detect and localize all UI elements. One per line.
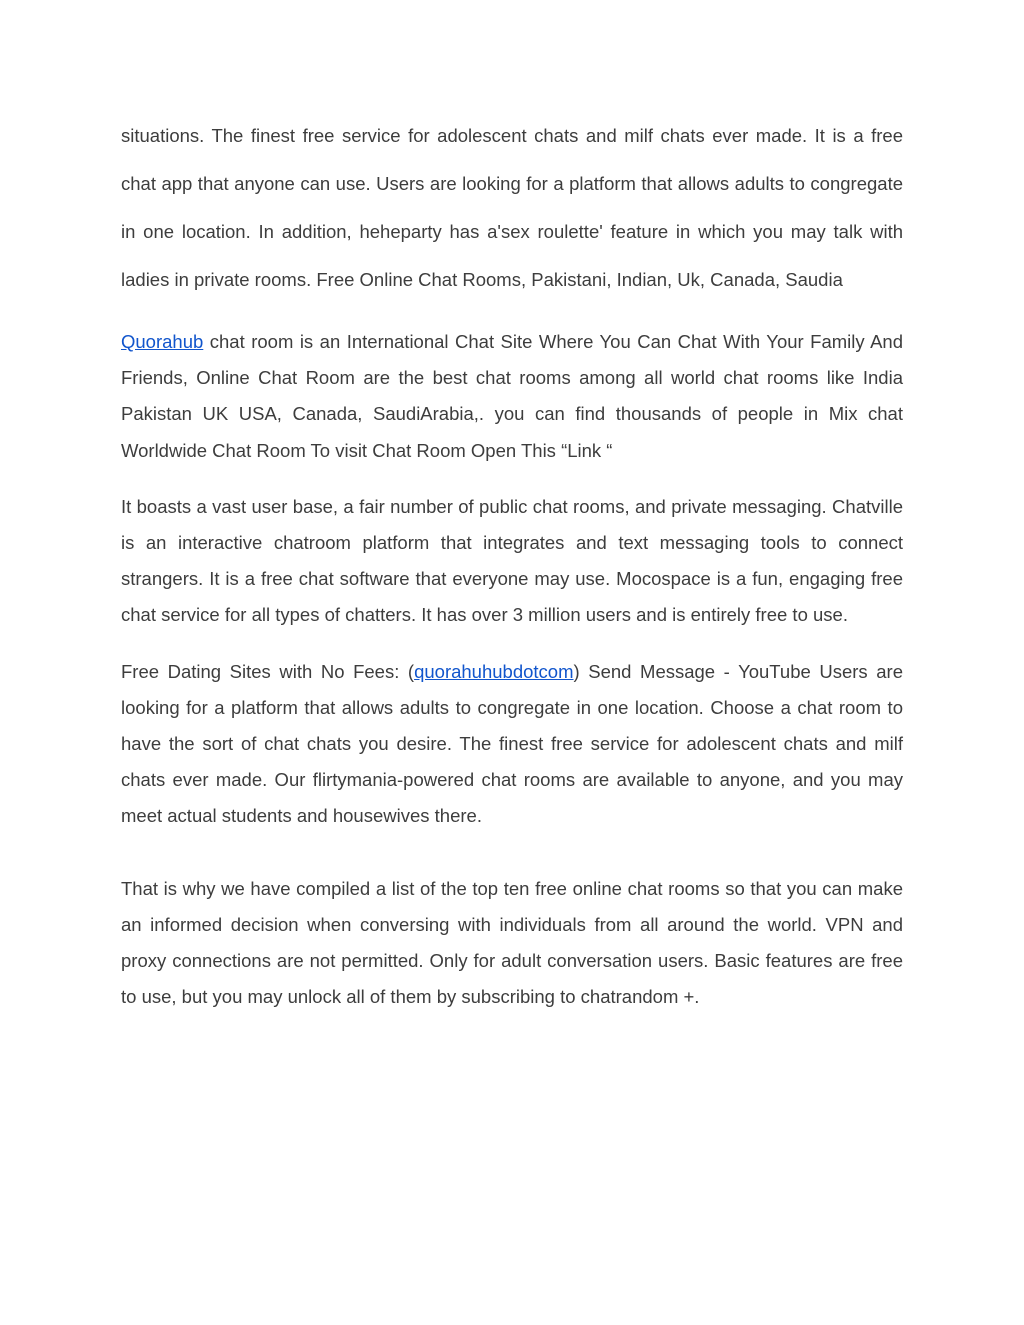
paragraph-text-before: Free Dating Sites with No Fees: ( bbox=[121, 660, 415, 682]
paragraph-quorahub bbox=[121, 324, 903, 469]
quorahuhubdotcom-link[interactable]: quorahuhubdotcom bbox=[414, 660, 574, 682]
paragraph-text: It boasts a vast user base, a fair number of public chat rooms, and private messaging. Chatville is an interactive chatroom platform that integrates and text messaging tools to connect strangers. It is a free chat software that everyone may use. Mocospace is a fun, engaging free chat service for all types of chatters. It has over 3 million users and is entirely free to use. bbox=[121, 495, 903, 626]
paragraph-text: situations. The finest free service for adolescent chats and milf chats ever made. It is a free chat app that anyone can use. Users are looking for a platform that allows adults to congregate in one location. In addition, heheparty has a'sex roulette' feature in which you may talk with ladies in private rooms. Free Online Chat Rooms, Pakistani, Indian, Uk, Canada, Saudia bbox=[121, 125, 903, 290]
paragraph-user-base bbox=[121, 489, 903, 634]
paragraph-top-ten bbox=[121, 871, 903, 1016]
paragraph-text-after: ) Send Message - YouTube Users are looking for a platform that allows adults to congregate in one location. Choose a chat room to have the sort of chat chats you desire. The finest free service for adolescent chats and milf chats ever made. Our flirtymania-powered chat rooms are available to anyone, and you may meet actual students and housewives there. bbox=[121, 660, 903, 827]
document-body bbox=[121, 112, 903, 1015]
paragraph-text: That is why we have compiled a list of the top ten free online chat rooms so that you can make an informed decision when conversing with individuals from all around the world. VPN and proxy connections are not permitted. Only for adult conversation users. Basic features are free to use, but you may unlock all of them by subscribing to chatrandom +. bbox=[121, 877, 903, 1008]
paragraph-dating-sites bbox=[121, 654, 903, 835]
paragraph-situations bbox=[121, 112, 903, 304]
paragraph-text: chat room is an International Chat Site Where You Can Chat With Your Family And Friends, Online Chat Room are the best chat rooms among all world chat rooms like India Pakistan UK USA, Canada, SaudiArabia,. you can find thousands of people in Mix chat Worldwide Chat Room To visit Chat Room Open This “Link “ bbox=[121, 331, 903, 461]
quorahub-link[interactable]: Quorahub bbox=[121, 331, 204, 352]
